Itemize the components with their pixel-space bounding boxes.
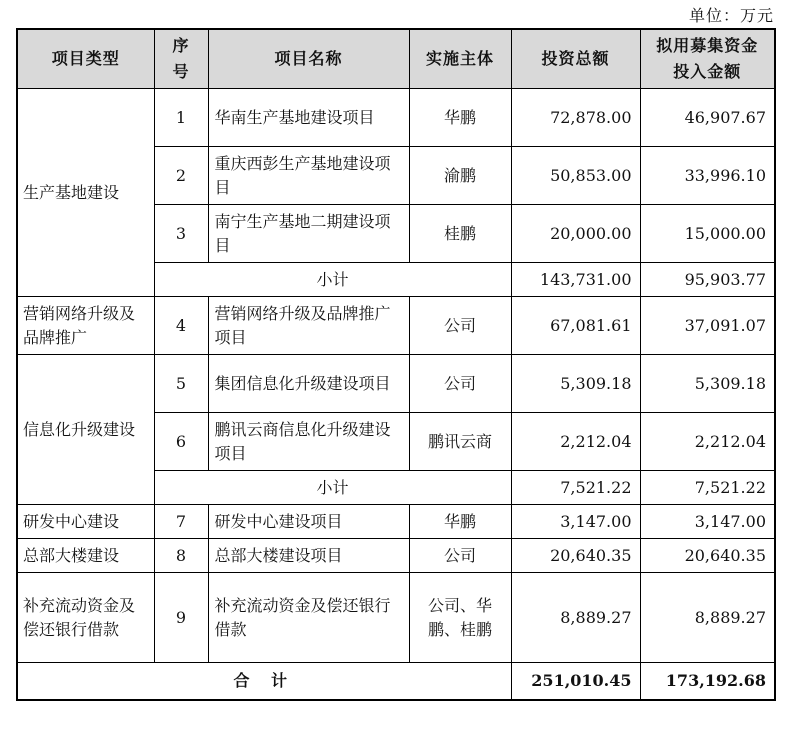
total-cell: 5,309.18: [511, 355, 640, 413]
subtotal-raised: 95,903.77: [640, 263, 775, 297]
project-name-cell: 营销网络升级及品牌推广项目: [208, 297, 409, 355]
entity-cell: 桂鹏: [409, 205, 511, 263]
seq-cell: 2: [154, 147, 208, 205]
raised-cell: 37,091.07: [640, 297, 775, 355]
entity-cell: 华鹏: [409, 89, 511, 147]
seq-cell: 8: [154, 539, 208, 573]
grand-total-row: [17, 663, 775, 701]
grand-total-total: 251,010.45: [511, 663, 640, 701]
raised-cell: 15,000.00: [640, 205, 775, 263]
project-name-cell: 总部大楼建设项目: [208, 539, 409, 573]
seq-cell: 9: [154, 573, 208, 663]
table-row: [17, 539, 775, 573]
table-row: [17, 355, 775, 413]
project-type-cell: 营销网络升级及品牌推广: [17, 297, 154, 355]
entity-cell: 华鹏: [409, 505, 511, 539]
project-name-cell: 研发中心建设项目: [208, 505, 409, 539]
seq-cell: 1: [154, 89, 208, 147]
header-name: 项目名称: [208, 29, 409, 89]
seq-cell: 5: [154, 355, 208, 413]
total-cell: 3,147.00: [511, 505, 640, 539]
subtotal-raised: 7,521.22: [640, 471, 775, 505]
table-row: [17, 505, 775, 539]
entity-cell: 公司、华鹏、桂鹏: [409, 573, 511, 663]
project-name-cell: 集团信息化升级建设项目: [208, 355, 409, 413]
fund-allocation-table: [16, 28, 776, 701]
header-seq: 序号: [154, 29, 208, 89]
seq-cell: 4: [154, 297, 208, 355]
total-cell: 50,853.00: [511, 147, 640, 205]
project-type-cell: 生产基地建设: [17, 89, 154, 297]
entity-cell: 公司: [409, 355, 511, 413]
total-cell: 20,000.00: [511, 205, 640, 263]
table-row: [17, 297, 775, 355]
seq-cell: 7: [154, 505, 208, 539]
seq-cell: 3: [154, 205, 208, 263]
total-cell: 67,081.61: [511, 297, 640, 355]
header-type: 项目类型: [17, 29, 154, 89]
project-type-cell: 研发中心建设: [17, 505, 154, 539]
table-row: [17, 573, 775, 663]
table-header-row: [17, 29, 775, 89]
subtotal-label: 小计: [154, 471, 511, 505]
entity-cell: 鹏讯云商: [409, 413, 511, 471]
raised-cell: 3,147.00: [640, 505, 775, 539]
raised-cell: 33,996.10: [640, 147, 775, 205]
header-raised: 拟用募集资金投入金额: [640, 29, 775, 89]
entity-cell: 公司: [409, 297, 511, 355]
subtotal-total: 7,521.22: [511, 471, 640, 505]
unit-label: 单位：万元: [688, 6, 774, 25]
project-name-cell: 鹏讯云商信息化升级建设项目: [208, 413, 409, 471]
raised-cell: 2,212.04: [640, 413, 775, 471]
subtotal-label: 小计: [154, 263, 511, 297]
seq-cell: 6: [154, 413, 208, 471]
project-type-cell: 补充流动资金及偿还银行借款: [17, 573, 154, 663]
table-row: [17, 89, 775, 147]
raised-cell: 46,907.67: [640, 89, 775, 147]
entity-cell: 渝鹏: [409, 147, 511, 205]
raised-cell: 8,889.27: [640, 573, 775, 663]
project-name-cell: 重庆西彭生产基地建设项目: [208, 147, 409, 205]
project-name-cell: 南宁生产基地二期建设项目: [208, 205, 409, 263]
grand-total-label: 合 计: [17, 663, 511, 701]
raised-cell: 20,640.35: [640, 539, 775, 573]
project-name-cell: 补充流动资金及偿还银行借款: [208, 573, 409, 663]
header-total: 投资总额: [511, 29, 640, 89]
total-cell: 72,878.00: [511, 89, 640, 147]
grand-total-raised: 173,192.68: [640, 663, 775, 701]
entity-cell: 公司: [409, 539, 511, 573]
subtotal-total: 143,731.00: [511, 263, 640, 297]
total-cell: 20,640.35: [511, 539, 640, 573]
project-type-cell: 信息化升级建设: [17, 355, 154, 505]
total-cell: 2,212.04: [511, 413, 640, 471]
total-cell: 8,889.27: [511, 573, 640, 663]
project-name-cell: 华南生产基地建设项目: [208, 89, 409, 147]
raised-cell: 5,309.18: [640, 355, 775, 413]
project-type-cell: 总部大楼建设: [17, 539, 154, 573]
header-entity: 实施主体: [409, 29, 511, 89]
